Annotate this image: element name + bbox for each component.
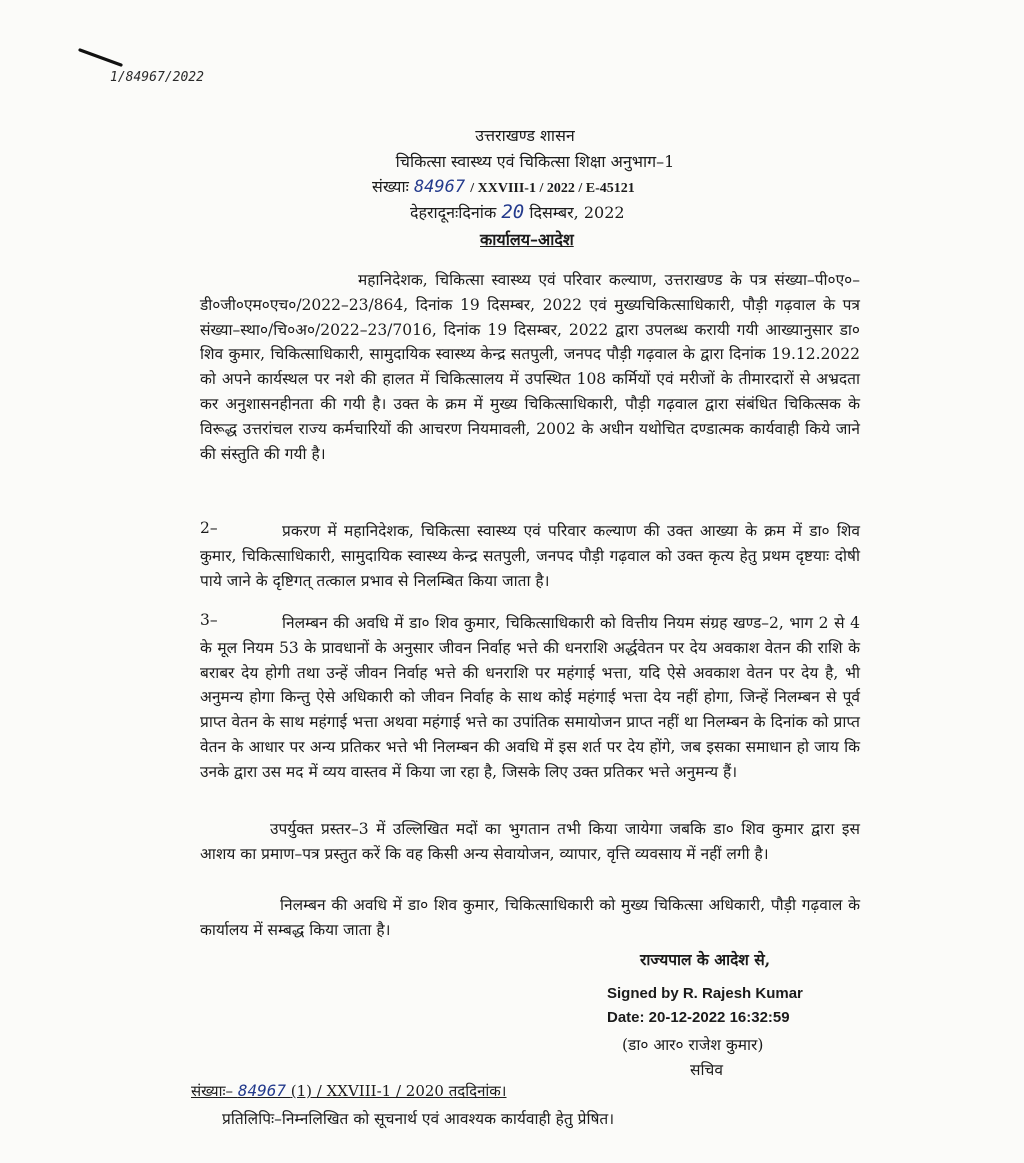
copy-forwarding-line: प्रतिलिपिः–निम्नलिखित को सूचनार्थ एवं आवश्यक कार्यवाही हेतु प्रेषित। bbox=[222, 1110, 615, 1128]
pen-stroke-mark bbox=[78, 46, 124, 72]
file-stamp-number: 1/84967/2022 bbox=[110, 70, 204, 85]
paragraph-2-number: 2– bbox=[200, 519, 218, 537]
place-date-suffix: दिसम्बर, 2022 bbox=[529, 203, 625, 222]
paragraph-3-number: 3– bbox=[200, 611, 218, 629]
reference-number bbox=[372, 176, 635, 200]
paragraph-2: प्रकरण में महानिदेशक, चिकित्सा स्वास्थ्य एवं परिवार कल्याण की उक्त आख्या के क्रम में डा० शिव कुमार, चिकित्साधिकारी, सामुदायिक स्वास्थ्य केन्द्र सतपुली, जनपद पौड़ी गढ़वाल को उक्त कृत्य हेतु प्रथम दृष्टयाः दोषी पाये जाने के दृष्टिगत् तत्काल प्रभाव से निलम्बित किया जाता है। bbox=[200, 522, 860, 590]
section-title: चिकित्सा स्वास्थ्य एवं चिकित्सा शिक्षा अनुभाग–1 bbox=[395, 152, 675, 171]
place-date bbox=[410, 201, 625, 224]
paragraph-5: निलम्बन की अवधि में डा० शिव कुमार, चिकित्साधिकारी को मुख्य चिकित्सा अधिकारी, पौड़ी गढ़वाल के कार्यालय में सम्बद्ध किया जाता है। bbox=[200, 896, 860, 939]
footer-reference bbox=[191, 1081, 507, 1101]
place-date-prefix: देहरादूनःदिनांक bbox=[410, 203, 497, 222]
signatory-name: (डा० आर० राजेश कुमार) bbox=[622, 1036, 764, 1054]
footer-ref-handwritten: 84967 bbox=[237, 1081, 286, 1100]
footer-ref-prefix: संख्याः– bbox=[191, 1082, 234, 1100]
governor-order-line: राज्यपाल के आदेश से, bbox=[640, 950, 771, 969]
pen-stroke-icon bbox=[78, 46, 124, 68]
ref-handwritten-number: 84967 bbox=[413, 177, 466, 197]
handwritten-day: 20 bbox=[501, 201, 525, 223]
ref-prefix: संख्याः bbox=[372, 177, 409, 196]
footer-ref-suffix: (1) / XXVIII-1 / 2020 तददिनांक। bbox=[290, 1082, 507, 1100]
office-order-title: कार्यालय–आदेश bbox=[480, 230, 574, 249]
paragraph-4: उपर्युक्त प्रस्तर–3 में उल्लिखित मदों का भुगतान तभी किया जायेगा जबकि डा० शिव कुमार द्वारा इस आशय का प्रमाण–पत्र प्रस्तुत करें कि वह किसी अन्य सेवायोजन, व्यापार, वृत्ति व्यवसाय में नहीं लगी है। bbox=[200, 820, 860, 863]
ref-suffix: / XXVIII-1 / 2022 / E-45121 bbox=[470, 181, 635, 196]
signatory-designation: सचिव bbox=[690, 1061, 723, 1079]
paragraph-3: निलम्बन की अवधि में डा० शिव कुमार, चिकित्साधिकारी को वित्तीय नियम संग्रह खण्ड–2, भाग 2 से 4 के मूल नियम 53 के प्रावधानों के अनुसार जीवन निर्वाह भत्ते की धनराशि अर्द्धवेतन पर देय अवकाश वेतन की राशि के बराबर देय होगी तथा उन्हें जीवन निर्वाह भत्ते की धनराशि पर महंगाई भत्ता, यदि ऐसे अवकाश वेतन पर देय है, भी अनुमन्य होगा किन्तु ऐसे अधिकारी को जीवन निर्वाह के साथ कोई महंगाई भत्ता देय नहीं होगा, जिन्हें निलम्बन से पूर्व प्राप्त वेतन के साथ महंगाई भत्ता अथवा महंगाई भत्ते का उपांतिक समायोजन प्राप्त नहीं था निलम्बन के दिनांक को प्राप्त वेतन के आधार पर अन्य प्रतिकर भत्ते भी निलम्बन की अवधि में इस शर्त पर देय होंगे, जब इसका समाधान हो जाय कि उनके द्वारा उस मद में व्यय वास्तव में किया जा रहा है, जिसके लिए उक्त प्रतिकर भत्ते अनुमन्य हैं। bbox=[200, 614, 860, 781]
paragraph-1: महानिदेशक, चिकित्सा स्वास्थ्य एवं परिवार कल्याण, उत्तराखण्ड के पत्र संख्या–पी०ए०–डी०जी०एम०एच०/2022–23/864, दिनांक 19 दिसम्बर, 2022 एवं मुख्यचिकित्साधिकारी, पौड़ी गढ़वाल के पत्र संख्या–स्था०/चि०अ०/2022–23/7016, दिनांक 19 दिसम्बर, 2022 द्वारा उपलब्ध करायी गयी आख्यानुसार डा० शिव कुमार, चिकित्साधिकारी, सामुदायिक स्वास्थ्य केन्द्र सतपुली, जनपद पौड़ी गढ़वाल के द्वारा दिनांक 19.12.2022 को अपने कार्यस्थल पर नशे की हालत में चिकित्सालय में उपस्थित 108 कर्मियों एवं मरीजों के तीमारदारों से अभ्रदता कर अनुशासनहीनता की गयी है। उक्त के क्रम में मुख्य चिकित्साधिकारी, पौड़ी गढ़वाल द्वारा संबंधित चिकित्सक के विरूद्ध उत्तरांचल राज्य कर्मचारियों की आचरण नियमावली, 2002 के अधीन यथोचित दण्डात्मक कार्यवाही किये जाने की संस्तुति की गयी है। bbox=[200, 271, 860, 463]
digital-signature-date: Date: 20-12-2022 16:32:59 bbox=[607, 1009, 790, 1026]
govt-title: उत्तराखण्ड शासन bbox=[475, 126, 575, 145]
digital-signature-name: Signed by R. Rajesh Kumar bbox=[607, 985, 803, 1002]
